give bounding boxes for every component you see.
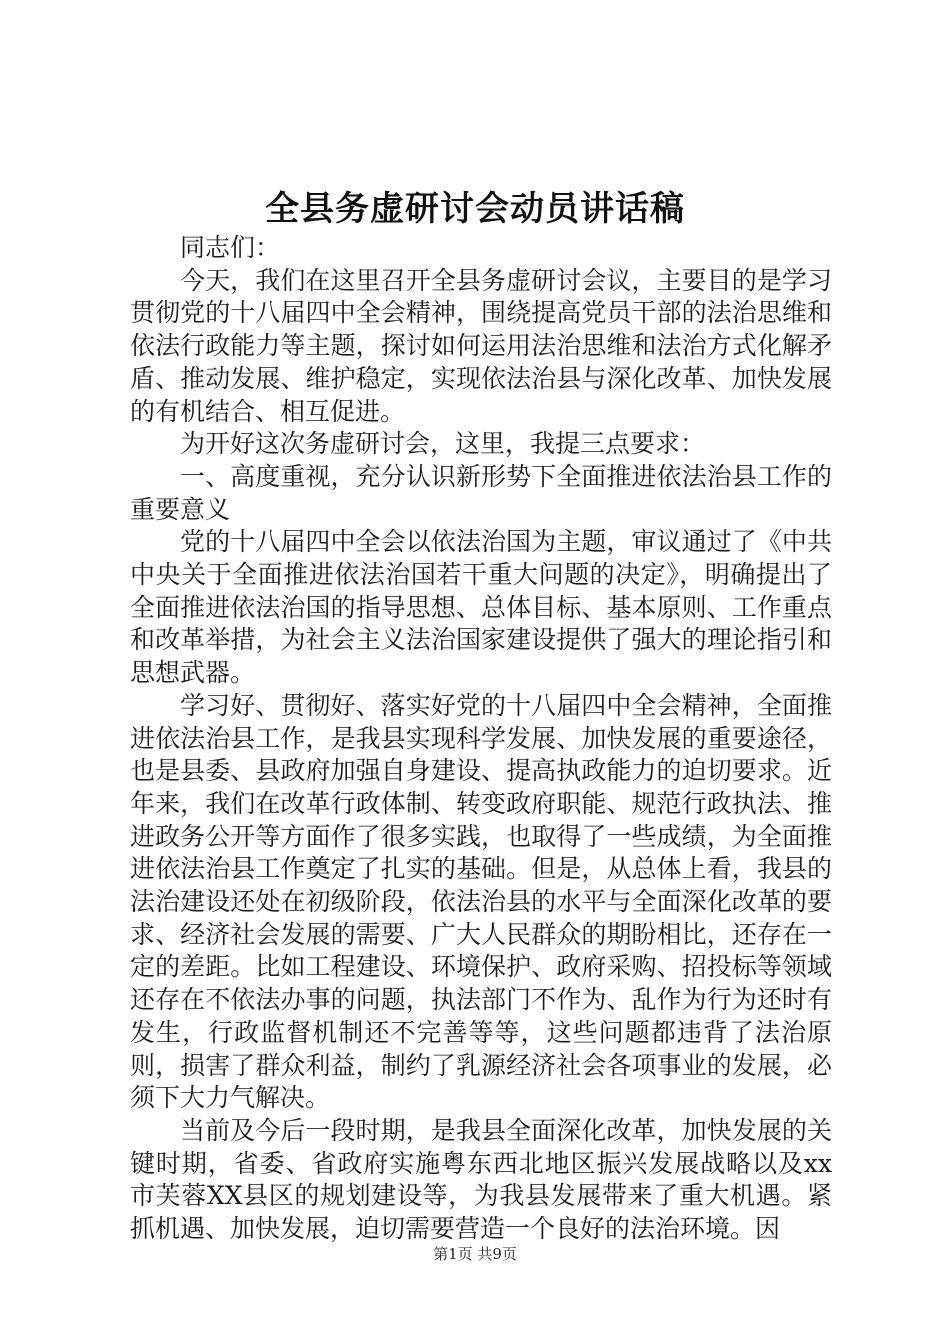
- section-heading: 一、高度重视，充分认识新形势下全面推进依法治县工作的重要意义: [130, 461, 832, 524]
- salutation-paragraph: 同志们：: [180, 233, 281, 262]
- body-paragraph: 今天，我们在这里召开全县务虚研讨会议，主要目的是学习贯彻党的十八届四中全会精神，围绕提高党员干部的法治思维和依法行政能力等主题，探讨如何运用法治思维和法治方式化解矛盾、推动发展、维护稳定，实现依法治县与深化改革、加快发展的有机结合、相互促进。: [130, 265, 832, 426]
- body-paragraph: 当前及今后一段时期，是我县全面深化改革，加快发展的关键时期，省委、省政府实施粤东西北地区振兴发展战略以及xx市芙蓉XX县区的规划建设等，为我县发展带来了重大机遇。紧抓机遇、加快发展，迫切需要营造一个良好的法治环境。因: [130, 1115, 832, 1244]
- body-paragraph: 学习好、贯彻好、落实好党的十八届四中全会精神，全面推进依法治县工作，是我县实现科学发展、加快发展的重要途径，也是县委、县政府加强自身建设、提高执政能力的迫切要求。近年来，我们在改革行政体制、转变政府职能、规范行政执法、推进政务公开等方面作了很多实践，也取得了一些成绩，为全面推进依法治县工作奠定了扎实的基础。但是，从总体上看，我县的法治建设还处在初级阶段，依法治县的水平与全面深化改革的要求、经济社会发展的需要、广大人民群众的期盼相比，还存在一定的差距。比如工程建设、环境保护、政府采购、招投标等领域还存在不依法办事的问题，执法部门不作为、乱作为行为还时有发生，行政监督机制还不完善等等，这些问题都违背了法治原则，损害了群众利益，制约了乳源经济社会各项事业的发展，必须下大力气解决。: [130, 690, 832, 1113]
- page-number-footer: 第1页 共9页: [433, 1245, 517, 1263]
- body-paragraph: 为开好这次务虚研讨会，这里，我提三点要求：: [180, 429, 706, 459]
- body-paragraph: 党的十八届四中全会以依法治国为主题，审议通过了《中共中央关于全面推进依法治国若干重大问题的决定》，明确提出了全面推进依法治国的指导思想、总体目标、基本原则、工作重点和改革举措，为社会主义法治国家建设提供了强大的理论指引和思想武器。: [130, 527, 832, 688]
- document-body: [130, 232, 832, 1246]
- document-title: 全县务虚研讨会动员讲话稿: [265, 189, 685, 229]
